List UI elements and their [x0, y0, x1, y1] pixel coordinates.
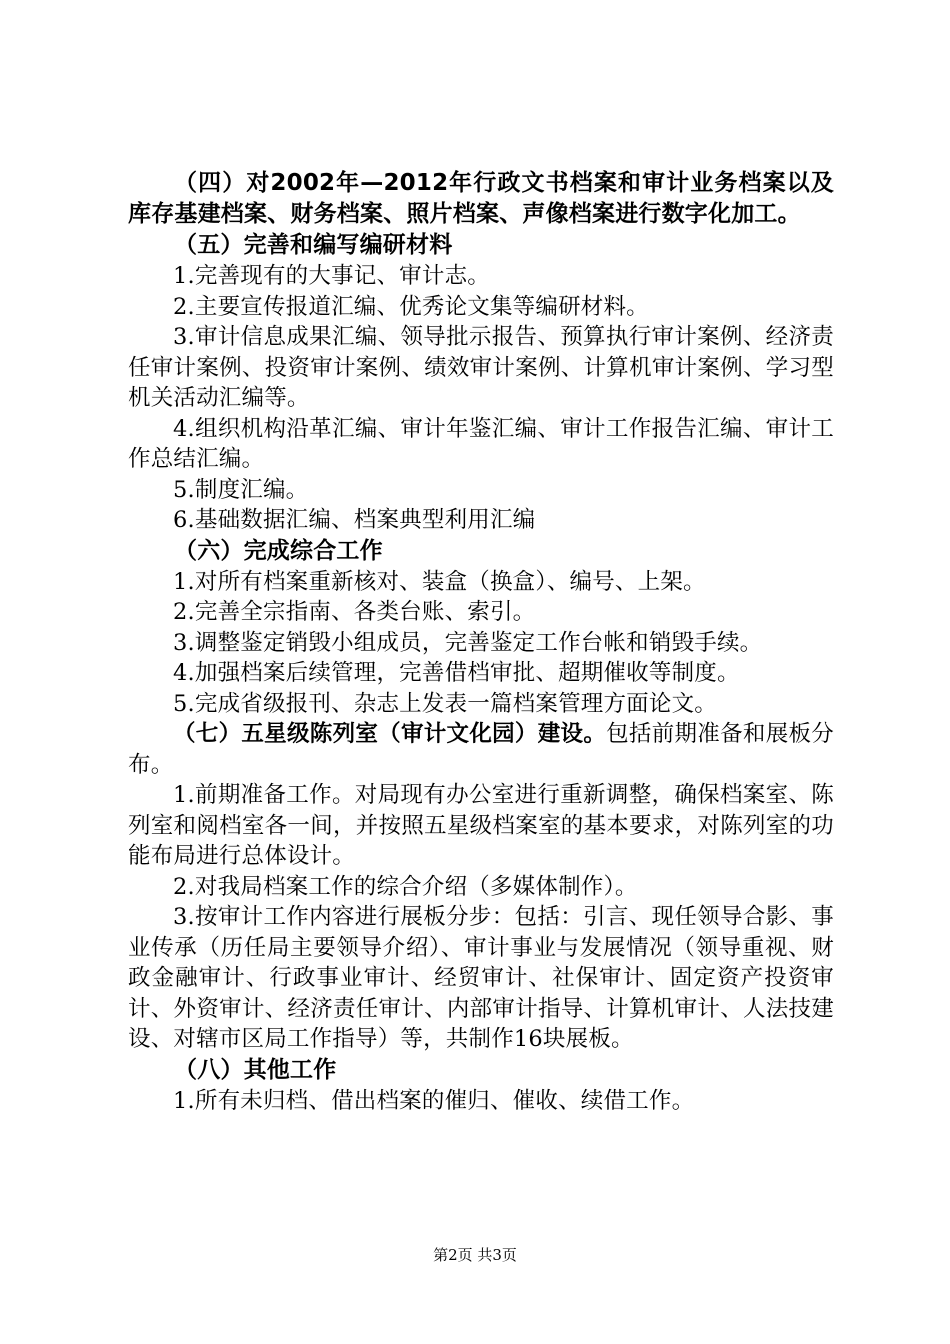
- list-item: 2.主要宣传报道汇编、优秀论文集等编研材料。: [173, 293, 649, 320]
- list-item: 1.完善现有的大事记、审计志。: [173, 263, 490, 289]
- list-item: 6.基础数据汇编、档案典型利用汇编: [173, 507, 536, 533]
- list-item: 1.前期准备工作。对局现有办公室进行重新调整，确保档案室、陈列室和阅档室各一间，并按照五星级档案室的基本要求，对陈列室的功能布局进行总体设计。: [128, 782, 834, 869]
- list-item: 3.按审计工作内容进行展板分步：包括：引言、现任领导合影、事业传承（历任局主要领导介绍）、审计事业与发展情况（领导重视、财政金融审计、行政事业审计、经贸审计、社保审计、固定资产投资审计、外资审计、经济责任审计、内部审计指导、计算机审计、人法技建设、对辖市区局工作指导）等，共制作16块展板。: [128, 904, 834, 1052]
- section-five-heading: （五）完善和编写编研材料: [174, 232, 453, 258]
- section-seven-heading: （七）五星级陈列室（审计文化园）建设。: [173, 721, 607, 747]
- page-footer: 第2页 共3页: [433, 1246, 517, 1264]
- list-item: 1.对所有档案重新核对、装盒（换盒）、编号、上架。: [173, 568, 706, 595]
- list-item: 4.组织机构沿革汇编、审计年鉴汇编、审计工作报告汇编、审计工作总结汇编。: [128, 415, 834, 472]
- list-item: 5.完成省级报刊、杂志上发表一篇档案管理方面论文。: [173, 690, 717, 717]
- list-item: 4.加强档案后续管理，完善借档审批、超期催收等制度。: [173, 660, 740, 686]
- section-seven: [128, 719, 834, 780]
- section-eight-heading: （八）其他工作: [174, 1056, 337, 1083]
- list-item: 2.完善全宗指南、各类台账、索引。: [173, 599, 536, 625]
- section-seven-text: 包括前期准备和展板分布。: [128, 721, 834, 778]
- section-four: （四）对2002年—2012年行政文书档案和审计业务档案以及库存基建档案、财务档案、照片档案、声像档案进行数字化加工。: [128, 170, 834, 227]
- list-item: 3.审计信息成果汇编、领导批示报告、预算执行审计案例、经济责任审计案例、投资审计案例、绩效审计案例、计算机审计案例、学习型机关活动汇编等。: [128, 324, 834, 411]
- document-body: [128, 168, 834, 1116]
- list-item: 1.所有未归档、借出档案的催归、催收、续借工作。: [173, 1087, 695, 1114]
- list-item: 3.调整鉴定销毁小组成员，完善鉴定工作台帐和销毁手续。: [173, 629, 763, 656]
- section-six-heading: （六）完成综合工作: [174, 537, 383, 564]
- list-item: 2.对我局档案工作的综合介绍（多媒体制作）。: [173, 873, 638, 900]
- list-item: 5.制度汇编。: [173, 476, 309, 503]
